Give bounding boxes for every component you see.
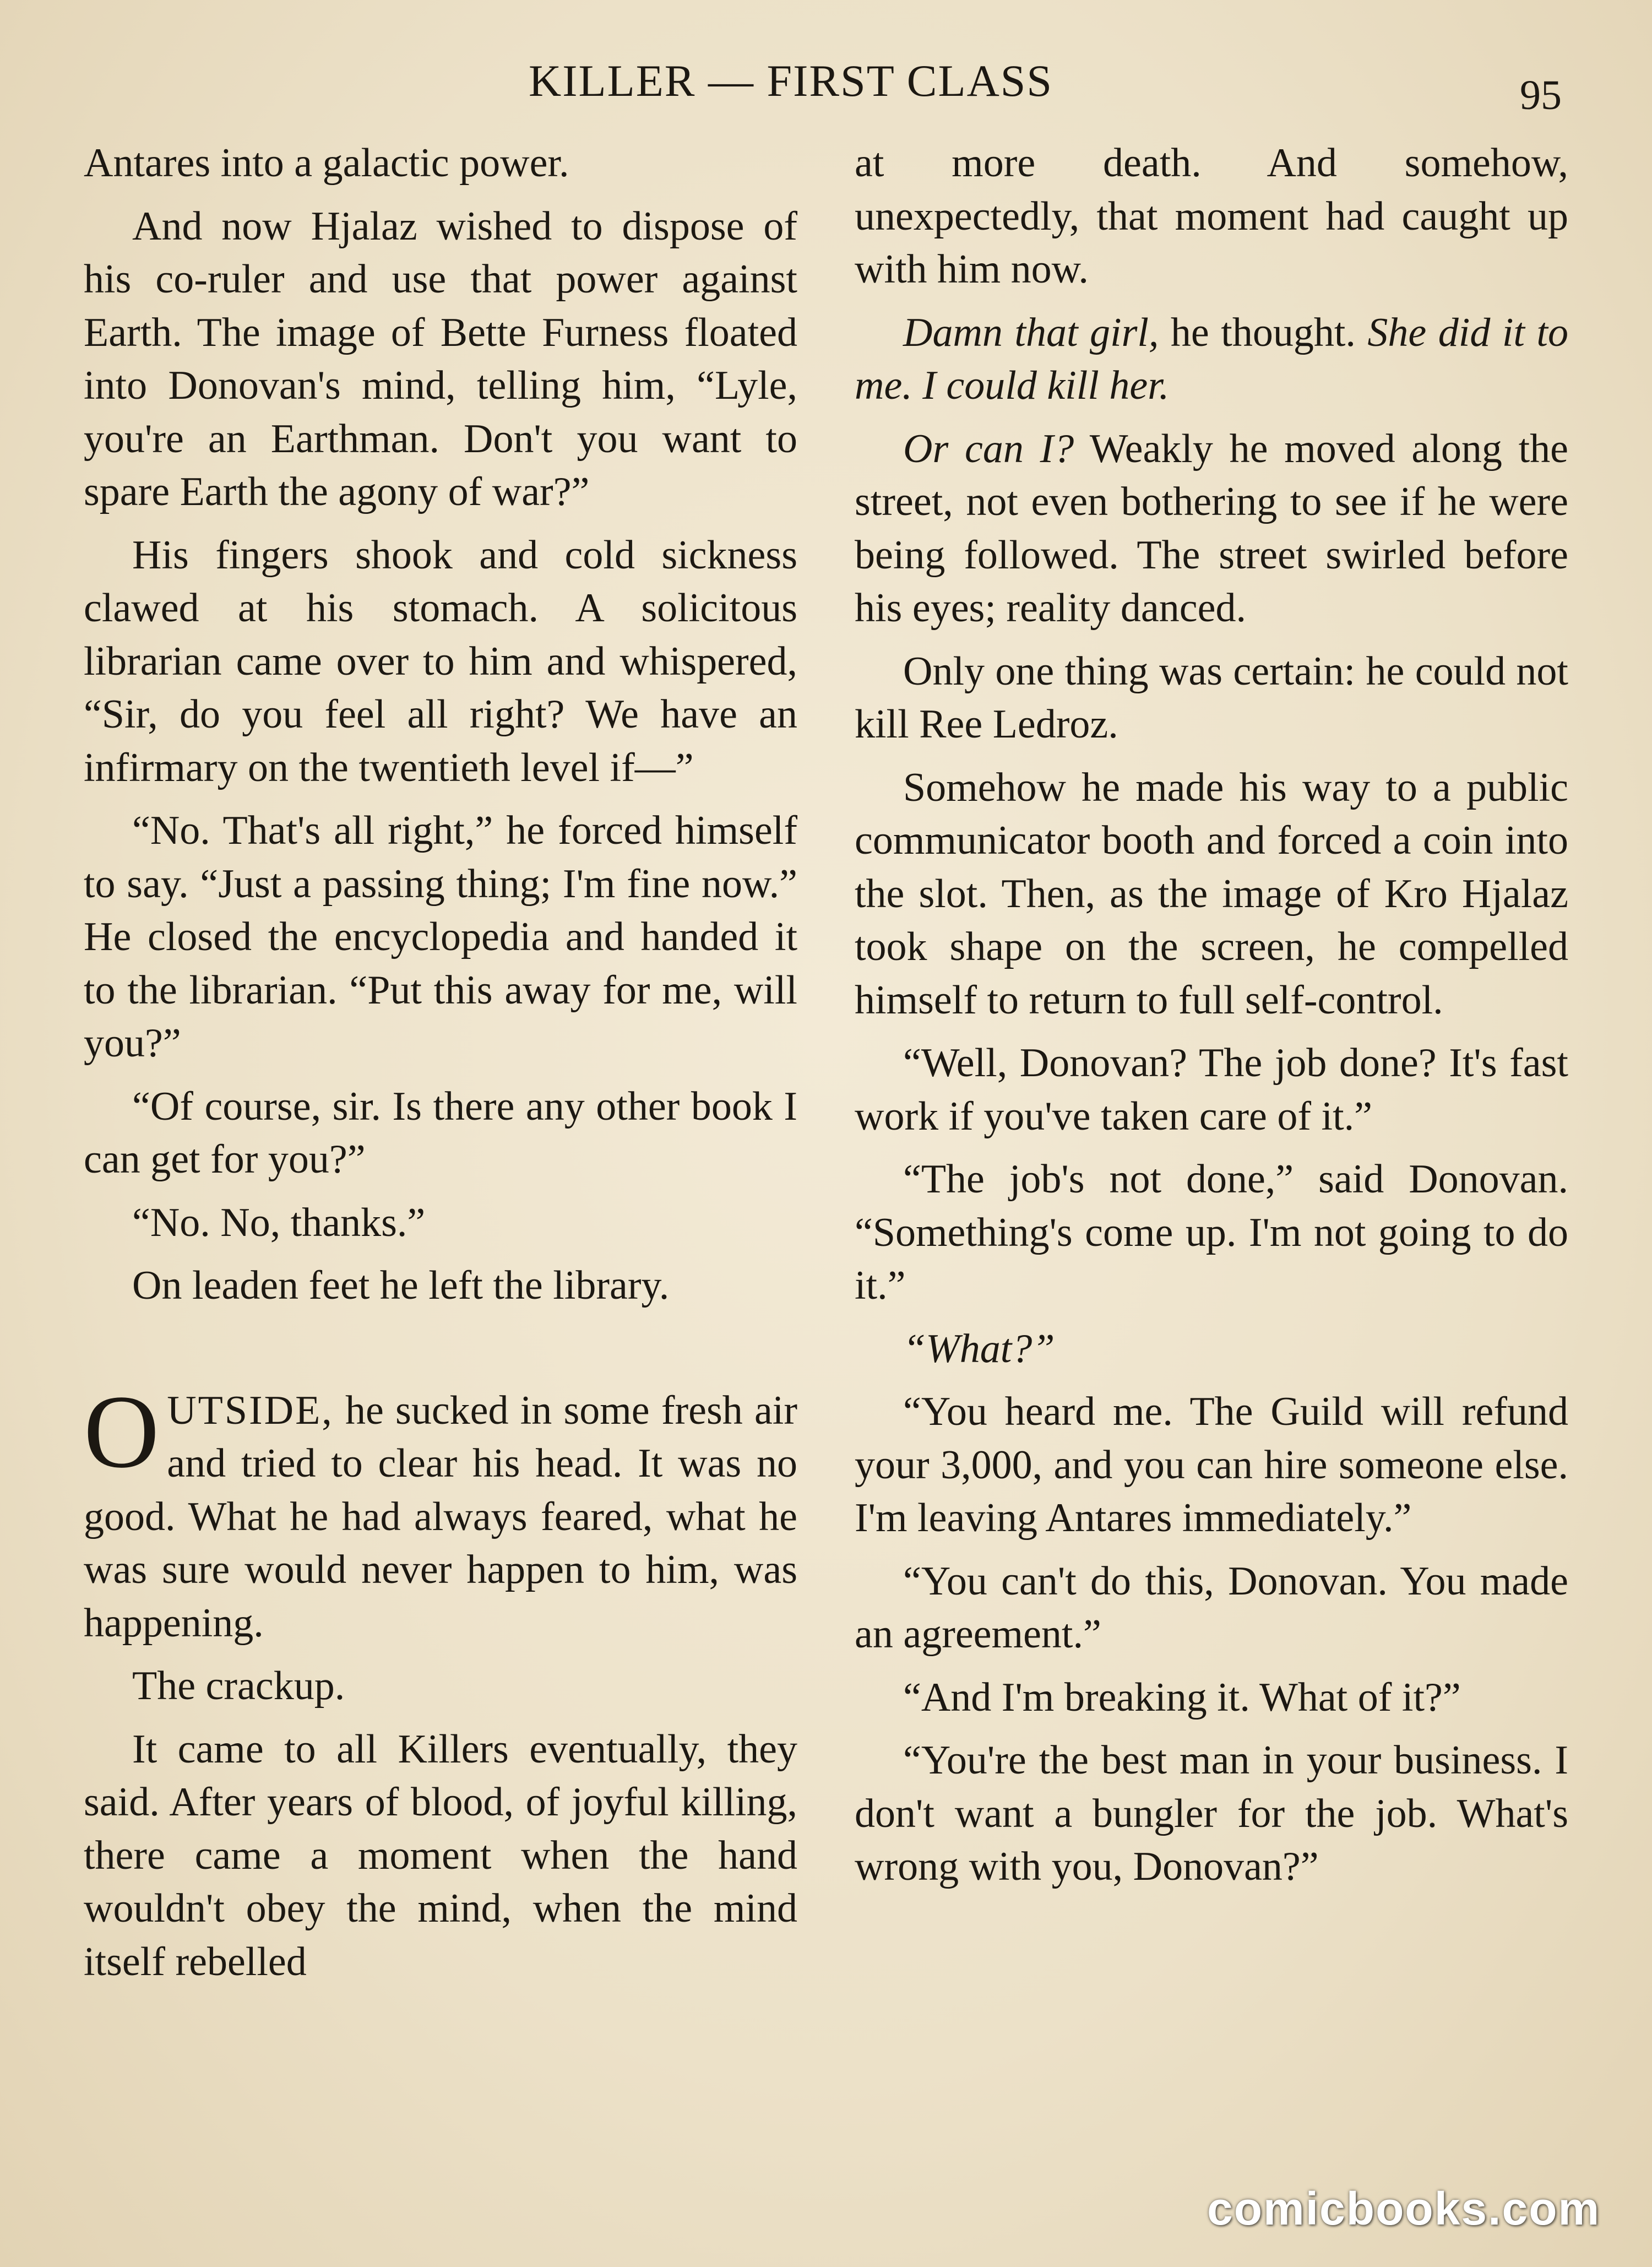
paragraph: “You're the best man in your business. I don't want a bungler for the job. What's wrong with you, Donovan?” [855,1738,1568,1889]
paragraph: “No. No, thanks.” [132,1200,426,1245]
paragraph: On leaden feet he left the library. [132,1263,670,1308]
paragraph: “Well, Donovan? The job done? It's fast work if you've taken care of it.” [855,1040,1568,1139]
left-column [84,137,797,1998]
paragraph: His fingers shook and cold sickness clawed at his stomach. A solicitous librarian came over to him and whispered, “Sir, do you feel all right? We have an infirmary on the twentieth level if—” [84,532,797,790]
paragraph: “You can't do this, Donovan. You made an agreement.” [855,1558,1568,1657]
paragraph: “What?” [903,1326,1055,1371]
paragraph: Antares into a galactic power. [84,140,569,186]
paragraph: “No. That's all right,” he forced himself to say. “Just a passing thing; I'm fine now.” He closed the encyclopedia and handed it to the librarian. “Put this away for me, will you?” [84,808,797,1066]
drop-cap: O [84,1374,160,1490]
running-title: KILLER — FIRST CLASS [529,56,1053,106]
right-column [855,137,1568,1903]
watermark: comicbooks.com [1207,2183,1601,2235]
page-number: 95 [1520,72,1562,118]
paragraph: “You heard me. The Guild will refund your 3,000, and you can hire someone else. I'm leaving Antares immediately.” [855,1389,1568,1541]
paragraph: It came to all Killers eventually, they said. After years of blood, of joyful killing, there came a moment when the hand wouldn't obey the mind, when the mind itself rebelled [84,1726,797,1984]
paragraph: And now Hjalaz wished to dispose of his co-ruler and use that power against Earth. The image of Bette Furness floated into Donovan's mind, telling him, “Lyle, you're an Earthman. Don't you want to spare Earth the agony of war?” [84,203,797,514]
paragraph: “Of course, sir. Is there any other book I can get for you?” [84,1083,797,1182]
paragraph: Damn that girl, he thought. She did it to me. I could kill her. [855,310,1568,408]
paragraph: Only one thing was certain: he could not kill Ree Ledroz. [855,648,1568,747]
section-opening-paragraph: OUTSIDE, he sucked in some fresh air and tried to clear his head. It was no good. What he had always feared, what he was sure would never happen to him, was happening. [84,1374,797,1646]
section-lead-word: UTSIDE, [167,1387,334,1433]
page-header [0,55,1652,116]
paragraph: at more death. And somehow, unexpectedly, that moment had caught up with him now. [855,140,1568,292]
paragraph: Somehow he made his way to a public communicator booth and forced a coin into the slot. Then, as the image of Kro Hjalaz took shape on the screen, he compelled himself to return to full self-control. [855,764,1568,1023]
paragraph: “And I'm breaking it. What of it?” [903,1674,1461,1720]
paragraph: The crackup. [132,1663,345,1709]
paragraph: Or can I? Weakly he moved along the street, not even bothering to see if he were being followed. The street swirled before his eyes; reality danced. [855,426,1568,631]
paragraph: “The job's not done,” said Donovan. “Something's come up. I'm not going to do it.” [855,1157,1568,1308]
